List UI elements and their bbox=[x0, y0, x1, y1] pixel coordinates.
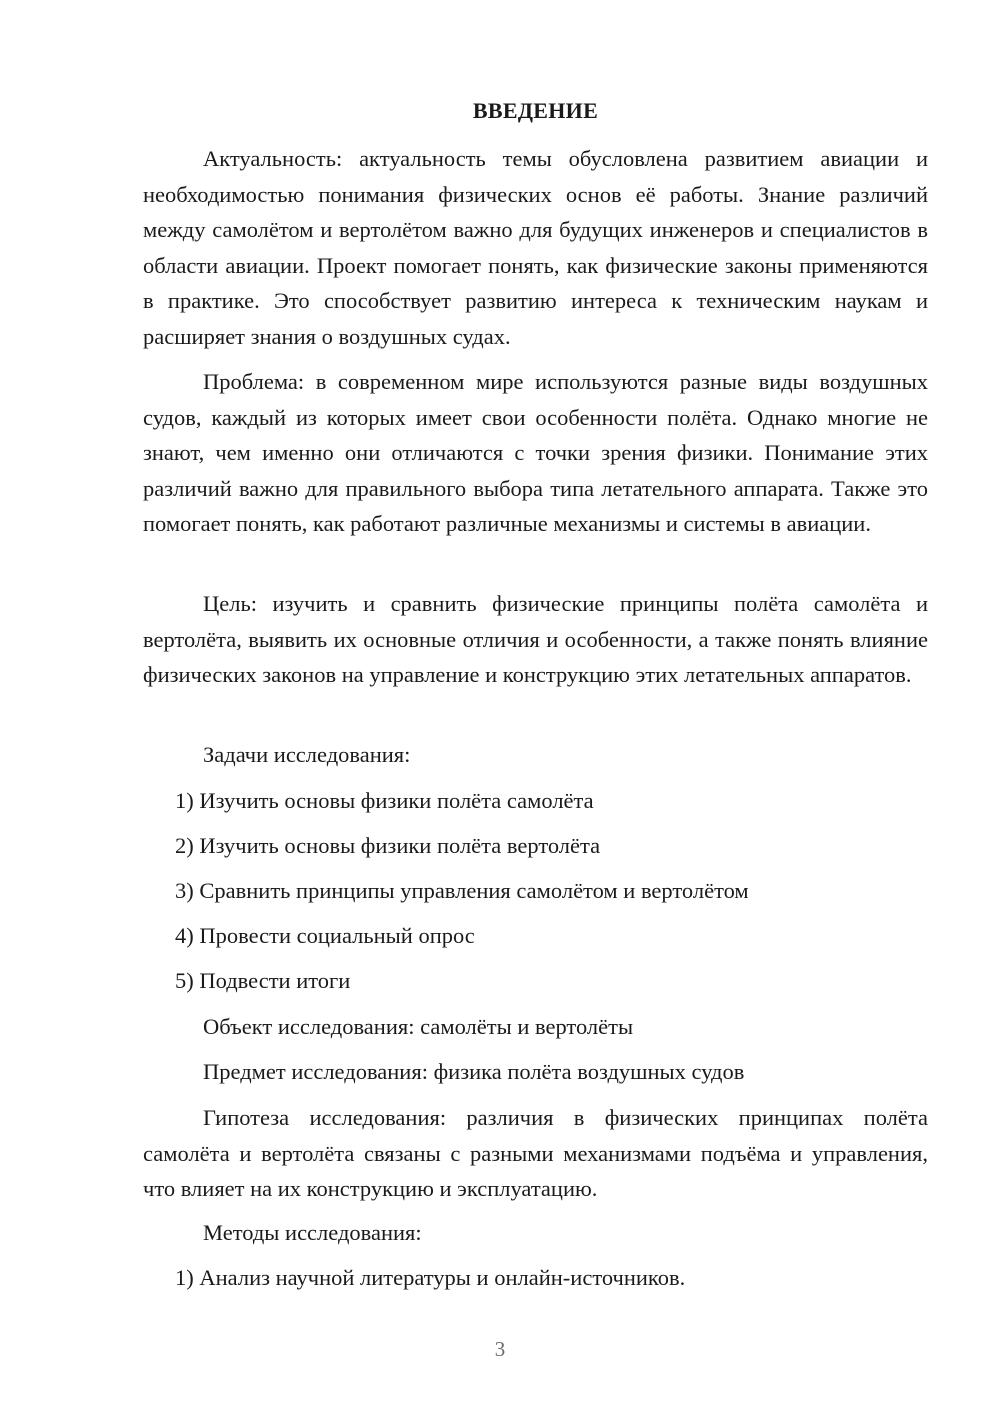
task-item-4: 4) Провести социальный опрос bbox=[175, 923, 475, 948]
task-item-1: 1) Изучить основы физики полёта самолёта bbox=[175, 788, 594, 813]
section-heading: ВВЕДЕНИЕ bbox=[472, 98, 599, 123]
task-item-2: 2) Изучить основы физики полёта вертолёта bbox=[175, 833, 601, 858]
page-number: 3 bbox=[494, 1337, 506, 1361]
goal-paragraph: Цель: изучить и сравнить физические принципы полёта самолёта и вертолёта, выявить их основные отличия и особенности, а также понять влияние физических законов на управление и конструкцию этих летательных аппаратов. bbox=[143, 591, 928, 687]
method-item-1: 1) Анализ научной литературы и онлайн-источников. bbox=[175, 1265, 686, 1290]
research-subject: Предмет исследования: физика полёта воздушных судов bbox=[203, 1059, 745, 1084]
tasks-title: Задачи исследования: bbox=[203, 742, 411, 767]
relevance-paragraph: Актуальность: актуальность темы обусловлена развитием авиации и необходимостью понимания физических основ её работы. Знание различий между самолётом и вертолётом важно для будущих инженеров и специалистов в области авиации. Проект помогает понять, как физические законы применяются в практике. Это способствует развитию интереса к техническим наукам и расширяет знания о воздушных судах. bbox=[143, 146, 928, 349]
hypothesis-paragraph: Гипотеза исследования: различия в физических принципах полёта самолёта и вертолёта связаны с разными механизмами подъёма и управления, что влияет на их конструкцию и эксплуатацию. bbox=[143, 1105, 928, 1201]
methods-title: Методы исследования: bbox=[203, 1220, 422, 1245]
task-item-3: 3) Сравнить принципы управления самолётом и вертолётом bbox=[175, 878, 749, 903]
task-item-5: 5) Подвести итоги bbox=[175, 968, 351, 993]
research-object: Объект исследования: самолёты и вертолёты bbox=[203, 1014, 634, 1039]
problem-paragraph: Проблема: в современном мире используются разные виды воздушных судов, каждый из которых имеет свои особенности полёта. Однако многие не знают, чем именно они отличаются с точки зрения физики. Понимание этих различий важно для правильного выбора типа летательного аппарата. Также это помогает понять, как работают различные механизмы и системы в авиации. bbox=[143, 369, 928, 536]
